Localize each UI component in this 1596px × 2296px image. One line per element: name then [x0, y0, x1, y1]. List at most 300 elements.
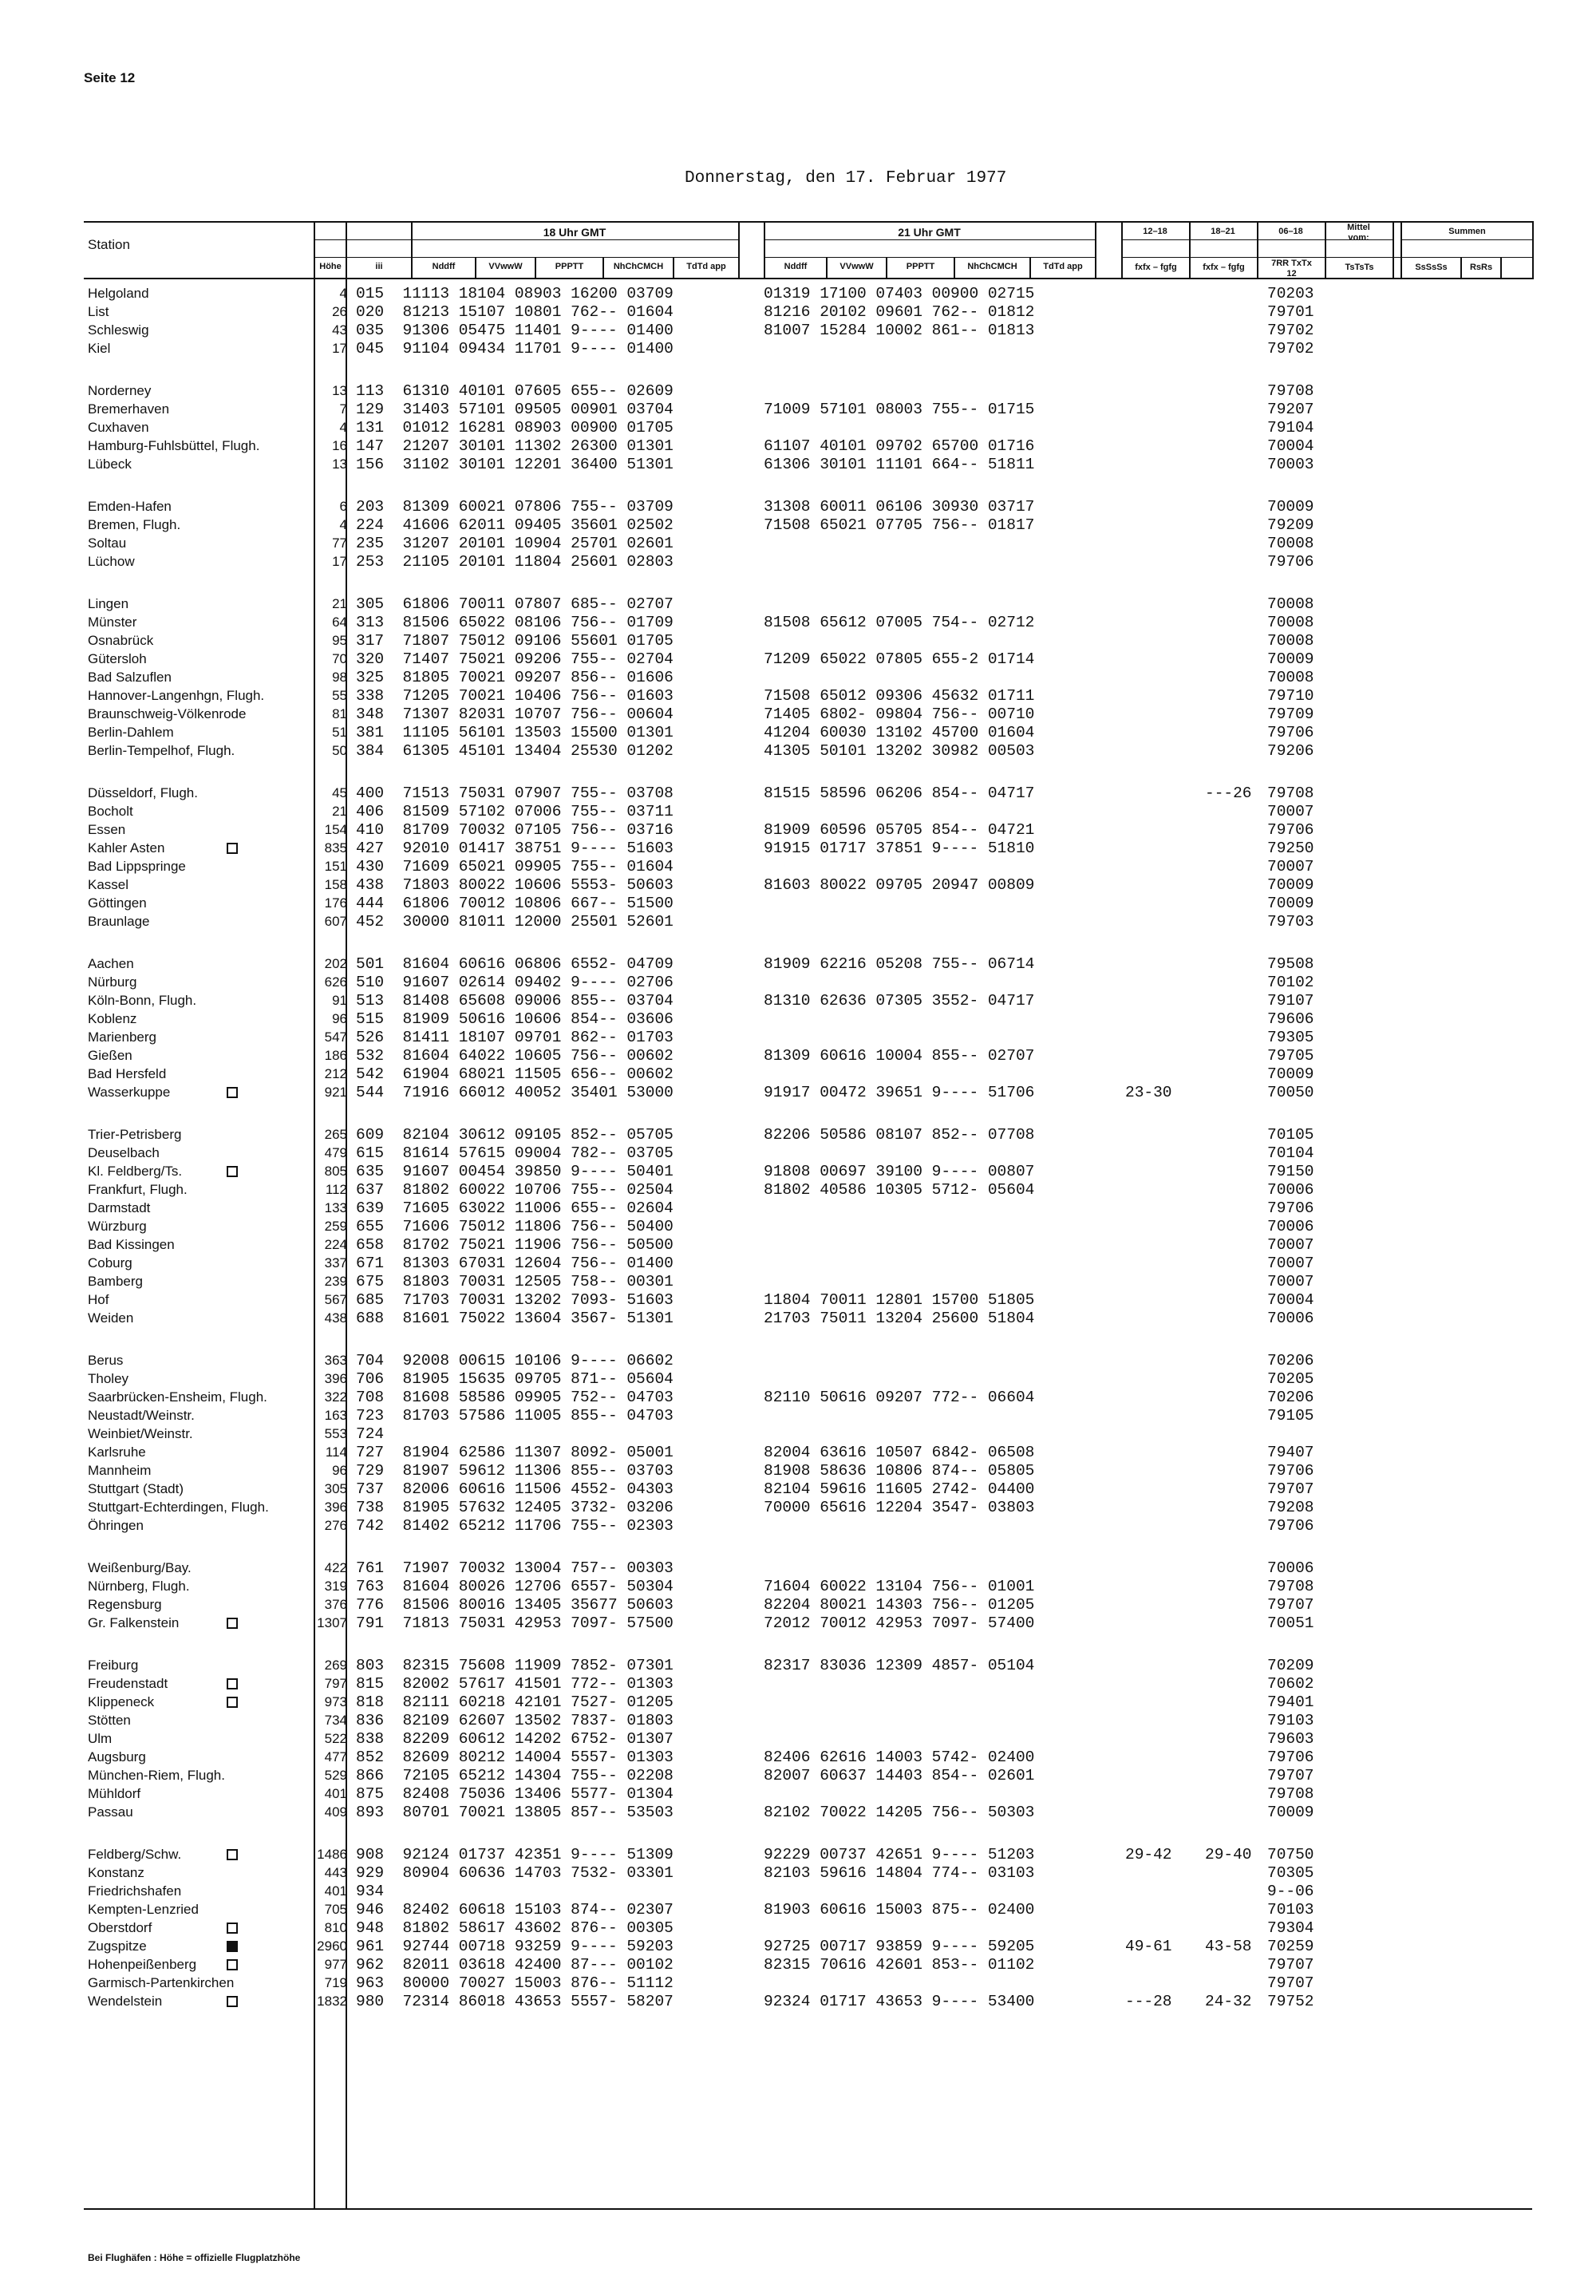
station-height: 401: [324, 1786, 347, 1801]
obs-18-gmt: 961 92744 00718 93259 9---- 59203: [356, 1938, 674, 1955]
station-height: 158: [324, 877, 347, 892]
station-name: Lingen: [88, 596, 129, 611]
mittel-value: 70008: [1267, 669, 1314, 686]
mittel-value: 70102: [1267, 974, 1314, 991]
mittel-value: 79701: [1267, 303, 1314, 321]
obs-18-gmt: 438 71803 80022 10606 5553- 50603: [356, 876, 674, 894]
station-height: 95: [332, 633, 347, 648]
vvwww-21-header: VVwwW: [839, 262, 874, 271]
station-name: Augsburg: [88, 1749, 146, 1764]
obs-18-gmt: 384 61305 45101 13404 25530 01202: [356, 742, 674, 760]
mittel-value: 79206: [1267, 742, 1314, 760]
open-square-icon: [227, 1996, 238, 2007]
obs-21-gmt: 61306 30101 11101 664-- 51811: [764, 456, 1035, 473]
station-height: 376: [324, 1597, 347, 1612]
station-height: 96: [332, 1011, 347, 1026]
station-name: Hamburg-Fuhlsbüttel, Flugh.: [88, 438, 260, 453]
mittel-value: 79407: [1267, 1444, 1314, 1461]
mittel-value: 70009: [1267, 1804, 1314, 1821]
obs-18-gmt: 235 31207 20101 10904 25701 02601: [356, 535, 674, 552]
obs-18-gmt: 737 82006 60616 11506 4552- 04303: [356, 1480, 674, 1498]
obs-21-gmt: 81603 80022 09705 20947 00809: [764, 876, 1035, 894]
obs-18-gmt: 791 71813 75031 42953 7097- 57500: [356, 1614, 674, 1632]
obs-18-gmt: 658 81702 75021 11906 756-- 50500: [356, 1236, 674, 1254]
station-height: 553: [324, 1426, 347, 1441]
open-square-icon: [227, 1087, 238, 1098]
mittel-value: 79150: [1267, 1163, 1314, 1180]
mittel-value: 79606: [1267, 1010, 1314, 1028]
station-name: Düsseldorf, Flugh.: [88, 785, 198, 800]
mittel-value: 79706: [1267, 553, 1314, 571]
station-height: 477: [324, 1749, 347, 1764]
station-name: Helgoland: [88, 286, 149, 301]
station-height: 276: [324, 1518, 347, 1533]
station-name: Soltau: [88, 535, 127, 551]
station-name: Öhringen: [88, 1518, 144, 1533]
station-name: Wasserkuppe: [88, 1085, 171, 1100]
mittel-value: 79709: [1267, 705, 1314, 723]
station-height: 114: [325, 1444, 347, 1460]
station-height: 17: [332, 554, 347, 569]
station-name: Lübeck: [88, 456, 132, 472]
station-height: 443: [324, 1865, 347, 1880]
station-height: 259: [324, 1219, 347, 1234]
mittel-header: Mittel: [1347, 223, 1370, 232]
mittel-value: 70006: [1267, 1181, 1314, 1199]
obs-18-gmt: 430 71609 65021 09905 755-- 01604: [356, 858, 674, 875]
obs-21-gmt: 82317 83036 12309 4857- 05104: [764, 1657, 1035, 1674]
mittel-value: 70206: [1267, 1389, 1314, 1406]
obs-21-gmt: 41204 60030 13102 45700 01604: [764, 724, 1035, 741]
station-name: Berlin-Dahlem: [88, 725, 174, 740]
pppt-21-header: PPPTT: [906, 262, 935, 271]
obs-21-gmt: 81909 60596 05705 854-- 04721: [764, 821, 1035, 839]
obs-21-gmt: 81903 60616 15003 875-- 02400: [764, 1901, 1035, 1919]
station-height: 45: [332, 785, 347, 800]
obs-21-gmt: 82102 70022 14205 756-- 50303: [764, 1804, 1035, 1821]
station-name: Bad Hersfeld: [88, 1066, 167, 1081]
mittel-value: 79703: [1267, 913, 1314, 931]
mittel-value: 79508: [1267, 955, 1314, 973]
station-name: Schleswig: [88, 322, 149, 338]
mittel-value: 79710: [1267, 687, 1314, 705]
mittel-value: 79103: [1267, 1712, 1314, 1729]
obs-21-gmt: 70000 65616 12204 3547- 03803: [764, 1499, 1035, 1516]
station-name: Bocholt: [88, 804, 133, 819]
station-name: Lüchow: [88, 554, 135, 569]
obs-18-gmt: 738 81905 57632 12405 3732- 03206: [356, 1499, 674, 1516]
summen-header: Summen: [1448, 227, 1486, 236]
mittel-value: 70008: [1267, 632, 1314, 650]
obs-18-gmt: 708 81608 58586 09905 752-- 04703: [356, 1389, 674, 1406]
obs-18-gmt: 406 81509 57102 07006 755-- 03711: [356, 803, 674, 820]
obs-18-gmt: 045 91104 09434 11701 9---- 01400: [356, 340, 674, 358]
obs-21-gmt: 71405 6802- 09804 756-- 00710: [764, 705, 1035, 723]
mittel-value: 70008: [1267, 614, 1314, 631]
mittel-value: 70004: [1267, 1291, 1314, 1309]
station-height: 13: [332, 456, 347, 472]
obs-18-gmt: 544 71916 66012 40052 35401 53000: [356, 1084, 674, 1101]
nddff-18-header: Nddff: [432, 262, 456, 271]
mittel-value: 79304: [1267, 1919, 1314, 1937]
station-height: 547: [324, 1029, 347, 1045]
obs-18-gmt: 948 81802 58617 43602 876-- 00305: [356, 1919, 674, 1937]
mittel-value: 79305: [1267, 1029, 1314, 1046]
mittel-value: 79708: [1267, 1785, 1314, 1803]
mittel-value: 70050: [1267, 1084, 1314, 1101]
station-name: Bad Kissingen: [88, 1237, 175, 1252]
station-name: Hannover-Langenhgn, Flugh.: [88, 688, 265, 703]
obs-18-gmt: 015 11113 18104 08903 16200 03709: [356, 285, 674, 302]
station-height: 151: [324, 859, 347, 874]
open-square-icon: [227, 1849, 238, 1860]
wind-12-18: 29-42: [1125, 1846, 1172, 1863]
station-name: Norderney: [88, 383, 152, 398]
station-height: 70: [332, 651, 347, 666]
station-height: 50: [332, 743, 347, 758]
station-name: Braunschweig-Völkenrode: [88, 706, 247, 721]
station-height: 1486: [317, 1847, 347, 1862]
obs-18-gmt: 838 82209 60612 14202 6752- 01307: [356, 1730, 674, 1748]
station-height: 705: [324, 1902, 347, 1917]
station-name: Bad Salzuflen: [88, 670, 172, 685]
obs-18-gmt: 129 31403 57101 09505 00901 03704: [356, 401, 674, 418]
obs-18-gmt: 532 81604 64022 10605 756-- 00602: [356, 1047, 674, 1065]
mittel-value: 70009: [1267, 650, 1314, 668]
obs-18-gmt: 444 61806 70012 10806 667-- 51500: [356, 895, 674, 912]
f1821-header: fxfx – fgfg: [1203, 263, 1245, 272]
obs-21-gmt: 82004 63616 10507 6842- 06508: [764, 1444, 1035, 1461]
obs-21-gmt: 91808 00697 39100 9---- 00807: [764, 1163, 1035, 1180]
station-height: 43: [332, 322, 347, 338]
station-height: 269: [324, 1658, 347, 1673]
tdtd-21-header: TdTd app: [1043, 262, 1083, 271]
filled-square-icon: [227, 1941, 238, 1952]
rr-header: RsRs: [1469, 263, 1493, 272]
obs-18-gmt: 742 81402 65212 11706 755-- 02303: [356, 1517, 674, 1535]
station-height: 567: [324, 1292, 347, 1307]
station-height: 163: [324, 1408, 347, 1423]
station-name: Marienberg: [88, 1029, 156, 1045]
mittel-value: 70006: [1267, 1310, 1314, 1327]
obs-21-gmt: 81909 62216 05208 755-- 06714: [764, 955, 1035, 973]
mittel-value: 79250: [1267, 840, 1314, 857]
obs-21-gmt: 82406 62616 14003 5742- 02400: [764, 1749, 1035, 1766]
obs-21-gmt: 81007 15284 10002 861-- 01813: [764, 322, 1035, 339]
station-height: 133: [324, 1200, 347, 1215]
station-name: Berlin-Tempelhof, Flugh.: [88, 743, 235, 758]
station-height: 305: [324, 1481, 347, 1496]
obs-18-gmt: 724: [356, 1425, 385, 1443]
station-height: 186: [324, 1048, 347, 1063]
station-height: 64: [332, 615, 347, 630]
open-square-icon: [227, 1959, 238, 1970]
station-height: 239: [324, 1274, 347, 1289]
station-height: 396: [324, 1371, 347, 1386]
open-square-icon: [227, 1166, 238, 1177]
open-square-icon: [227, 1618, 238, 1629]
station-height: 835: [324, 840, 347, 856]
station-name: Bremen, Flugh.: [88, 517, 181, 532]
c1218-header: 12–18: [1143, 227, 1167, 236]
station-name: Freiburg: [88, 1658, 139, 1673]
station-name: Neustadt/Weinstr.: [88, 1408, 195, 1423]
station-height: 2960: [317, 1938, 347, 1954]
obs-18-gmt: 313 81506 65022 08106 756-- 01709: [356, 614, 674, 631]
obs-18-gmt: 609 82104 30612 09105 852-- 05705: [356, 1126, 674, 1144]
obs-18-gmt: 542 61904 68021 11505 656-- 00602: [356, 1065, 674, 1083]
station-name: Gütersloh: [88, 651, 147, 666]
mittel-value: 79706: [1267, 1749, 1314, 1766]
obs-18-gmt: 131 01012 16281 08903 00900 01705: [356, 419, 674, 437]
station-height: 77: [332, 535, 347, 551]
mittel-value: 79708: [1267, 784, 1314, 802]
mittel-value: 70105: [1267, 1126, 1314, 1144]
station-name: Osnabrück: [88, 633, 154, 648]
mittel-value: 70103: [1267, 1901, 1314, 1919]
mittel-value: 70009: [1267, 498, 1314, 516]
obs-21-gmt: 61107 40101 09702 65700 01716: [764, 437, 1035, 455]
station-name: Deuselbach: [88, 1145, 160, 1160]
station-height: 4: [339, 286, 347, 301]
obs-21-gmt: 92324 01717 43653 9---- 53400: [764, 1993, 1035, 2010]
open-square-icon: [227, 1697, 238, 1708]
date-heading: Donnerstag, den 17. Februar 1977: [685, 169, 1007, 188]
mittel-value: 70004: [1267, 437, 1314, 455]
station-height: 4: [339, 517, 347, 532]
mittel-value: 79706: [1267, 1517, 1314, 1535]
obs-18-gmt: 815 82002 57617 41501 772-- 01303: [356, 1675, 674, 1693]
station-name: Bremerhaven: [88, 401, 170, 417]
obs-18-gmt: 875 82408 75036 13406 5577- 01304: [356, 1785, 674, 1803]
wind-12-18: 23-30: [1125, 1084, 1172, 1101]
station-height: 973: [324, 1694, 347, 1709]
station-height: 607: [324, 914, 347, 929]
station-name: Hof: [88, 1292, 109, 1307]
station-name: Saarbrücken-Ensheim, Flugh.: [88, 1389, 267, 1405]
station-name: Weißenburg/Bay.: [88, 1560, 192, 1575]
obs-18-gmt: 635 91607 00454 39850 9---- 50401: [356, 1163, 674, 1180]
obs-18-gmt: 852 82609 80212 14004 5557- 01303: [356, 1749, 674, 1766]
station-height: 212: [324, 1066, 347, 1081]
station-name: Berus: [88, 1353, 124, 1368]
station-name: Gießen: [88, 1048, 132, 1063]
obs-21-gmt: 82104 59616 11605 2742- 04400: [764, 1480, 1035, 1498]
station-height: 154: [324, 822, 347, 837]
mittel-value: 79207: [1267, 401, 1314, 418]
obs-18-gmt: 688 81601 75022 13604 3567- 51301: [356, 1310, 674, 1327]
station-height: 51: [332, 725, 347, 740]
mittel-value: 70007: [1267, 1236, 1314, 1254]
station-height: 91: [332, 993, 347, 1008]
station-height: 438: [324, 1310, 347, 1326]
obs-21-gmt: 81802 40586 10305 5712- 05604: [764, 1181, 1035, 1199]
station-height: 98: [332, 670, 347, 685]
c1821-header: 18–21: [1211, 227, 1235, 236]
mittel-value: 79707: [1267, 1767, 1314, 1784]
obs-18-gmt: 685 71703 70031 13202 7093- 51603: [356, 1291, 674, 1309]
obs-21-gmt: 82206 50586 08107 852-- 07708: [764, 1126, 1035, 1144]
obs-18-gmt: 515 81909 50616 10606 854-- 03606: [356, 1010, 674, 1028]
obs-18-gmt: 639 71605 63022 11006 655-- 02604: [356, 1199, 674, 1217]
obs-21-gmt: 81908 58636 10806 874-- 05805: [764, 1462, 1035, 1480]
station-height: 337: [324, 1255, 347, 1271]
mittel-value: 79104: [1267, 419, 1314, 437]
station-height: 1832: [317, 1994, 347, 2009]
obs-21-gmt: 71604 60022 13104 756-- 01001: [764, 1578, 1035, 1595]
station-height: 13: [332, 383, 347, 398]
obs-21-gmt: 81310 62636 07305 3552- 04717: [764, 992, 1035, 1010]
obs-18-gmt: 338 71205 70021 10406 756-- 01603: [356, 687, 674, 705]
station-height: 21: [332, 596, 347, 611]
wind-18-21: 24-32: [1205, 1993, 1252, 2010]
obs-21-gmt: 71009 57101 08003 755-- 01715: [764, 401, 1035, 418]
mittel-value: 70203: [1267, 285, 1314, 302]
station-height: 265: [324, 1127, 347, 1142]
nh-21-header: NhChCMCH: [967, 262, 1017, 271]
mittel-value: 79107: [1267, 992, 1314, 1010]
obs-21-gmt: 01319 17100 07403 00900 02715: [764, 285, 1035, 302]
obs-18-gmt: 723 81703 57586 11005 855-- 04703: [356, 1407, 674, 1425]
obs-18-gmt: 615 81614 57615 09004 782-- 03705: [356, 1144, 674, 1162]
t21-header: 21 Uhr GMT: [898, 226, 961, 239]
station-name: Weiden: [88, 1310, 134, 1326]
obs-18-gmt: 704 92008 00615 10106 9---- 06602: [356, 1352, 674, 1369]
station-name: München-Riem, Flugh.: [88, 1768, 225, 1783]
station-height: 26: [332, 304, 347, 319]
obs-18-gmt: 381 11105 56101 13503 15500 01301: [356, 724, 674, 741]
mittel-value: 70006: [1267, 1559, 1314, 1577]
obs-21-gmt: 91917 00472 39651 9---- 51706: [764, 1084, 1035, 1101]
station-height: 4: [339, 420, 347, 435]
obs-18-gmt: 776 81506 80016 13405 35677 50603: [356, 1596, 674, 1614]
station-name: Oberstdorf: [88, 1920, 152, 1935]
obs-18-gmt: 203 81309 60021 07806 755-- 03709: [356, 498, 674, 516]
obs-18-gmt: 510 91607 02614 09402 9---- 02706: [356, 974, 674, 991]
c0618-header: 06–18: [1278, 227, 1303, 236]
obs-21-gmt: 71508 65021 07705 756-- 01817: [764, 516, 1035, 534]
station-name: Würzburg: [88, 1219, 147, 1234]
station-name: Stuttgart (Stadt): [88, 1481, 184, 1496]
nddff-21-header: Nddff: [784, 262, 808, 271]
obs-18-gmt: 980 72314 86018 43653 5557- 58207: [356, 1993, 674, 2010]
obs-18-gmt: 325 81805 70021 09207 856-- 01606: [356, 669, 674, 686]
mittel-value: 70009: [1267, 876, 1314, 894]
mittel-value: 70206: [1267, 1352, 1314, 1369]
obs-18-gmt: 675 81803 70031 12505 758-- 00301: [356, 1273, 674, 1290]
mittel-value: 70007: [1267, 1255, 1314, 1272]
station-name: Kassel: [88, 877, 129, 892]
station-name: Ulm: [88, 1731, 113, 1746]
mittel-value: 70006: [1267, 1218, 1314, 1235]
station-header: Station: [88, 237, 130, 252]
station-height: 921: [324, 1085, 347, 1100]
station-name: Kempten-Lenzried: [88, 1902, 199, 1917]
station-name: Bamberg: [88, 1274, 143, 1289]
mittel-value: 79706: [1267, 724, 1314, 741]
station-name: Regensburg: [88, 1597, 162, 1612]
station-name: Karlsruhe: [88, 1444, 146, 1460]
station-height: 112: [325, 1182, 347, 1197]
obs-18-gmt: 727 81904 62586 11307 8092- 05001: [356, 1444, 674, 1461]
mittel-value: 79705: [1267, 1047, 1314, 1065]
station-height: 805: [324, 1164, 347, 1179]
station-name: Göttingen: [88, 895, 147, 911]
station-name: Zugspitze: [88, 1938, 147, 1954]
station-height: 734: [324, 1713, 347, 1728]
obs-21-gmt: 81309 60616 10004 855-- 02707: [764, 1047, 1035, 1065]
obs-18-gmt: 761 71907 70032 13004 757-- 00303: [356, 1559, 674, 1577]
station-name: Stötten: [88, 1713, 131, 1728]
obs-18-gmt: 637 81802 60022 10706 755-- 02504: [356, 1181, 674, 1199]
station-name: Nürburg: [88, 974, 137, 990]
obs-18-gmt: 963 80000 70027 15003 876-- 51112: [356, 1974, 674, 1992]
mittel-value: 79706: [1267, 1199, 1314, 1217]
station-name: Garmisch-Partenkirchen: [88, 1975, 235, 1990]
obs-21-gmt: 72012 70012 42953 7097- 57400: [764, 1614, 1035, 1632]
station-name: Münster: [88, 615, 137, 630]
mittel-value: 70209: [1267, 1657, 1314, 1674]
station-name: Konstanz: [88, 1865, 144, 1880]
obs-18-gmt: 729 81907 59612 11306 855-- 03703: [356, 1462, 674, 1480]
station-height: 319: [324, 1579, 347, 1594]
mittel-value: 79706: [1267, 1462, 1314, 1480]
obs-18-gmt: 147 21207 30101 11302 26300 01301: [356, 437, 674, 455]
mittel-value: 70007: [1267, 858, 1314, 875]
station-height: 422: [324, 1560, 347, 1575]
station-name: Tholey: [88, 1371, 129, 1386]
mittel-value: 79702: [1267, 322, 1314, 339]
mittel-value: 79105: [1267, 1407, 1314, 1425]
station-height: 363: [324, 1353, 347, 1368]
obs-18-gmt: 113 61310 40101 07605 655-- 02609: [356, 382, 674, 400]
obs-21-gmt: 21703 75011 13204 25600 51804: [764, 1310, 1035, 1327]
station-name: Wendelstein: [88, 1994, 163, 2009]
obs-18-gmt: 893 80701 70021 13805 857-- 53503: [356, 1804, 674, 1821]
station-name: Emden-Hafen: [88, 499, 172, 514]
station-height: 396: [324, 1500, 347, 1515]
obs-18-gmt: 934: [356, 1883, 385, 1900]
mittel-value: 9--06: [1267, 1883, 1314, 1900]
station-name: Kahler Asten: [88, 840, 165, 856]
mittel-value: 79706: [1267, 821, 1314, 839]
tdtd-18-header: TdTd app: [686, 262, 726, 271]
obs-18-gmt: 655 71606 75012 11806 756-- 50400: [356, 1218, 674, 1235]
station-name: Freudenstadt: [88, 1676, 168, 1691]
mittel-value: 70009: [1267, 895, 1314, 912]
station-height: 322: [324, 1389, 347, 1405]
pppt-18-header: PPPTT: [555, 262, 584, 271]
station-height: 797: [324, 1676, 347, 1691]
station-name: Friedrichshafen: [88, 1883, 182, 1899]
mittel-value: 79707: [1267, 1596, 1314, 1614]
mittel-value: 79707: [1267, 1956, 1314, 1974]
obs-18-gmt: 836 82109 62607 13502 7837- 01803: [356, 1712, 674, 1729]
station-name: Frankfurt, Flugh.: [88, 1182, 188, 1197]
mittel-value: 79707: [1267, 1480, 1314, 1498]
station-height: 1307: [317, 1615, 347, 1630]
obs-21-gmt: 81508 65612 07005 754-- 02712: [764, 614, 1035, 631]
station-name: Cuxhaven: [88, 420, 149, 435]
t18-header: 18 Uhr GMT: [543, 226, 606, 239]
obs-18-gmt: 156 31102 30101 12201 36400 51301: [356, 456, 674, 473]
station-height: 977: [324, 1957, 347, 1972]
station-name: Braunlage: [88, 914, 150, 929]
station-name: Gr. Falkenstein: [88, 1615, 180, 1630]
obs-18-gmt: 348 71307 82031 10707 756-- 00604: [356, 705, 674, 723]
mittel-value: 79401: [1267, 1693, 1314, 1711]
station-height: 6: [339, 499, 347, 514]
